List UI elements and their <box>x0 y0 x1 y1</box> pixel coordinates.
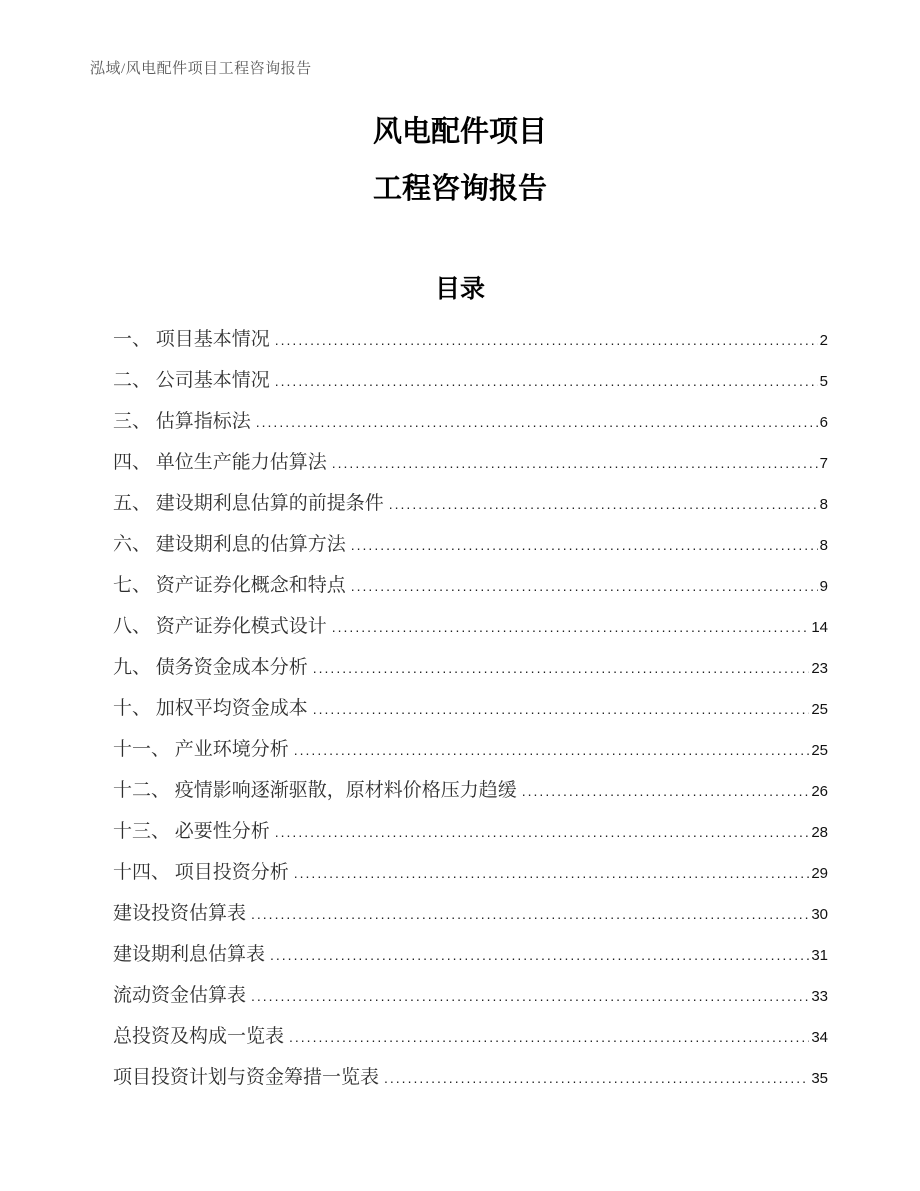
toc-leader-dots <box>384 1058 809 1099</box>
toc-entry-label: 四、 单位生产能力估算法 <box>113 452 327 473</box>
toc-entry-label: 建设期利息估算表 <box>113 944 266 965</box>
toc-entry[interactable] <box>113 401 828 442</box>
toc-entry-label: 建设投资估算表 <box>113 903 247 924</box>
toc-leader-dots <box>332 443 818 484</box>
toc-page-number: 8 <box>819 537 828 554</box>
toc-page-number: 29 <box>811 865 828 882</box>
toc-entry[interactable] <box>113 1057 828 1098</box>
toc-entry-label: 一、 项目基本情况 <box>113 329 270 350</box>
toc-page-number: 31 <box>811 947 828 964</box>
toc-entry[interactable] <box>113 606 828 647</box>
document-title-line-1: 风电配件项目 <box>372 116 547 148</box>
toc-leader-dots <box>256 402 818 443</box>
toc-entry-label: 五、 建设期利息估算的前提条件 <box>113 493 384 514</box>
toc-entry[interactable] <box>113 319 828 360</box>
toc-entry-label: 八、 资产证券化模式设计 <box>113 616 327 637</box>
toc-page-number: 25 <box>811 742 828 759</box>
toc-page-number: 8 <box>819 496 828 513</box>
toc-page-number: 30 <box>811 906 828 923</box>
toc-page-number: 6 <box>819 414 828 431</box>
toc-leader-dots <box>351 525 818 566</box>
toc-leader-dots <box>275 812 810 853</box>
toc-page-number: 7 <box>819 455 828 472</box>
toc-entry-label: 七、 资产证券化概念和特点 <box>113 575 346 596</box>
toc-leader-dots <box>522 771 810 812</box>
toc-leader-dots <box>270 935 809 976</box>
toc-entry[interactable] <box>113 688 828 729</box>
toc-page-number: 28 <box>811 824 828 841</box>
toc-leader-dots <box>351 566 818 607</box>
toc-entry[interactable] <box>113 729 828 770</box>
toc-entry-label: 总投资及构成一览表 <box>113 1026 285 1047</box>
toc-page-number: 25 <box>811 701 828 718</box>
toc-entry[interactable] <box>113 811 828 852</box>
toc-page-number: 34 <box>811 1029 828 1046</box>
toc-entry-label: 三、 估算指标法 <box>113 411 251 432</box>
toc-list <box>113 319 828 1098</box>
toc-entry-label: 流动资金估算表 <box>113 985 247 1006</box>
toc-page-number: 35 <box>811 1070 828 1087</box>
toc-entry-label: 六、 建设期利息的估算方法 <box>113 534 346 555</box>
toc-entry[interactable] <box>113 524 828 565</box>
toc-heading: 目录 <box>434 275 485 303</box>
document-title-line-2: 工程咨询报告 <box>372 173 547 205</box>
toc-leader-dots <box>289 1017 809 1058</box>
toc-entry-label: 十三、 必要性分析 <box>113 821 270 842</box>
toc-page-number: 5 <box>819 373 828 390</box>
toc-leader-dots <box>251 894 809 935</box>
title-block <box>0 116 920 205</box>
toc-leader-dots <box>275 320 818 361</box>
toc-entry[interactable] <box>113 893 828 934</box>
toc-leader-dots <box>275 361 818 402</box>
toc-leader-dots <box>294 730 810 771</box>
toc-leader-dots <box>313 689 810 730</box>
toc-entry[interactable] <box>113 770 828 811</box>
toc-entry[interactable] <box>113 483 828 524</box>
toc-entry-label: 二、 公司基本情况 <box>113 370 270 391</box>
toc-page-number: 23 <box>811 660 828 677</box>
toc-entry[interactable] <box>113 1016 828 1057</box>
toc-page-number: 9 <box>819 578 828 595</box>
toc-leader-dots <box>251 976 809 1017</box>
toc-entry[interactable] <box>113 852 828 893</box>
toc-entry-label: 十二、 疫情影响逐渐驱散，原材料价格压力趋缓 <box>113 780 517 801</box>
toc-page-number: 14 <box>811 619 828 636</box>
toc-entry[interactable] <box>113 647 828 688</box>
toc-leader-dots <box>313 648 810 689</box>
toc-entry-label: 十、 加权平均资金成本 <box>113 698 308 719</box>
toc-entry[interactable] <box>113 565 828 606</box>
toc-entry[interactable] <box>113 934 828 975</box>
toc-entry-label: 十一、 产业环境分析 <box>113 739 289 760</box>
toc-leader-dots <box>389 484 818 525</box>
toc-entry[interactable] <box>113 442 828 483</box>
toc-page-number: 26 <box>811 783 828 800</box>
toc-entry[interactable] <box>113 975 828 1016</box>
toc-entry[interactable] <box>113 360 828 401</box>
toc-entry-label: 项目投资计划与资金筹措一览表 <box>113 1067 380 1088</box>
toc-entry-label: 九、 债务资金成本分析 <box>113 657 308 678</box>
toc-leader-dots <box>332 607 810 648</box>
toc-page-number: 33 <box>811 988 828 1005</box>
document-header: 泓域/风电配件项目工程咨询报告 <box>90 61 312 77</box>
toc-entry-label: 十四、 项目投资分析 <box>113 862 289 883</box>
toc-page-number: 2 <box>819 332 828 349</box>
toc-leader-dots <box>294 853 810 894</box>
